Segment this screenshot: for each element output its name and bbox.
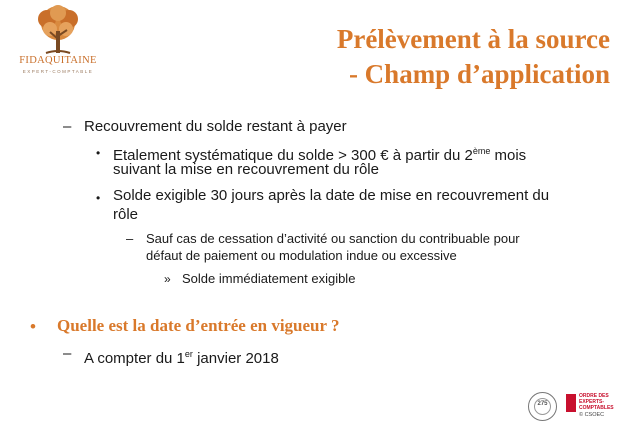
slide-title-line-1: Prélèvement à la source — [336, 24, 610, 54]
copyright-text: © CSOEC — [579, 412, 605, 418]
dash-bullet: – — [126, 231, 134, 246]
list-item-recouvrement: Recouvrement du solde restant à payer — [84, 118, 347, 135]
brand-tagline: EXPERT-COMPTABLE — [22, 69, 94, 74]
list-item-solde-exigible: Solde exigible 30 jours après la date de mise en recouvrement du — [113, 187, 550, 204]
tree-logo-icon — [28, 5, 88, 57]
list-item-etalement: Etalement systématique du solde > 300 € à partir du 2ème mois — [113, 146, 527, 164]
list-item-solde-immediat: Solde immédiatement exigible — [182, 271, 356, 286]
order-experts-comptables-logo — [566, 392, 624, 422]
dash-bullet: – — [63, 345, 72, 362]
list-item-sauf-cas-line-2: défaut de paiement ou modulation indue ou excessive — [146, 248, 457, 263]
order-name: ORDRE DES EXPERTS-COMPTABLES — [579, 393, 614, 411]
slide-title-line-2: - Champ d’application — [348, 59, 610, 89]
brand-name: FIDAQUITAINE — [19, 55, 97, 66]
question-heading: Quelle est la date d’entrée en vigueur ? — [57, 316, 340, 335]
answer-text: A compter du 1er janvier 2018 — [84, 349, 279, 367]
round-stamp-icon — [528, 392, 557, 421]
slide-title — [337, 22, 610, 92]
orange-bullet: • — [30, 317, 36, 336]
dash-bullet: – — [63, 118, 72, 135]
stamp-text: 275 — [537, 401, 548, 407]
list-item-etalement-line-2: suivant la mise en recouvrement du rôle — [113, 161, 379, 178]
bullet: • — [96, 146, 101, 160]
list-item-solde-exigible-line-2: rôle — [113, 206, 139, 223]
bullet: • — [96, 191, 101, 205]
list-item-sauf-cas: Sauf cas de cessation d’activité ou sanction du contribuable pour — [146, 231, 520, 246]
chevron-bullet: » — [164, 272, 171, 286]
company-logo — [10, 5, 106, 77]
